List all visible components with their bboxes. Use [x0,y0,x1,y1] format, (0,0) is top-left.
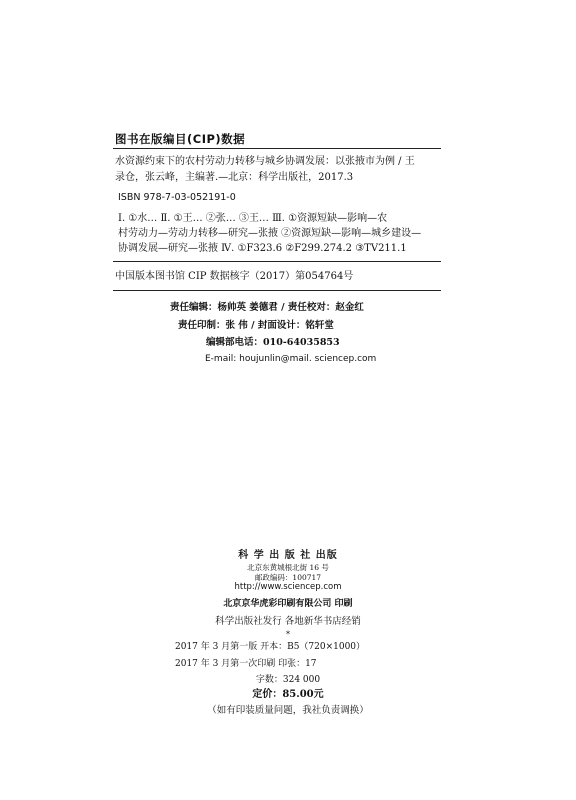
cip-heading: 图书在版编目(CIP)数据 [115,132,246,146]
cip-mid-rule [113,261,441,262]
separator-star: * [286,630,290,639]
price: 定价：85.00元 [252,689,324,700]
distribution-line: 科学出版社发行 各地新华书店经销 [215,616,361,627]
credits-phone: 编辑部电话：010-64035853 [206,337,340,348]
credits-production: 责任印制：张 伟 / 封面设计：铭轩堂 [178,320,334,331]
cip-record-number: 中国版本图书馆 CIP 数据核字（2017）第054764号 [115,271,354,282]
cip-subject-line3: 协调发展—研究—张掖 Ⅳ. ①F323.6 ②F299.274.2 ③TV211.1 [118,243,407,254]
cip-isbn: ISBN 978-7-03-052191-0 [118,192,236,203]
publisher-name: 科 学 出 版 社 出版 [238,550,338,561]
quality-notice: （如有印装质量问题，我社负责调换） [207,705,369,716]
printer-line: 北京京华虎彩印刷有限公司 印刷 [223,599,353,609]
cip-entry-line2: 录仓，张云峰，主编著.—北京：科学出版社，2017.3 [115,172,354,183]
word-count: 字数：324 000 [255,675,321,685]
publisher-postcode: 邮政编码：100717 [254,573,322,582]
cip-subject-line2: 村劳动力—劳动力转移—研究—张掖 ②资源短缺—影响—城乡建设— [118,228,422,239]
cip-top-rule [113,148,441,149]
credits-email: E-mail: houjunlin@mail. sciencep.com [205,354,377,364]
edition-line: 2017 年 3 月第一版 开本：B5（720×1000） [175,642,366,652]
cip-bottom-rule [113,290,441,291]
cip-entry-line1: 水资源约束下的农村劳动力转移与城乡协调发展：以张掖市为例 / 王 [115,156,415,167]
publisher-address: 北京东黄城根北街 16 号 [247,563,329,572]
publisher-url: http://www.sciencep.com [234,582,342,592]
cip-subject-line1: Ⅰ. ①水… Ⅱ. ①王… ②张… ③王… Ⅲ. ①资源短缺—影响—农 [118,213,388,224]
credits-editors: 责任编辑：杨帅英 姜德君 / 责任校对：赵金红 [170,302,364,313]
printing-line: 2017 年 3 月第一次印刷 印张：17 [175,659,317,669]
